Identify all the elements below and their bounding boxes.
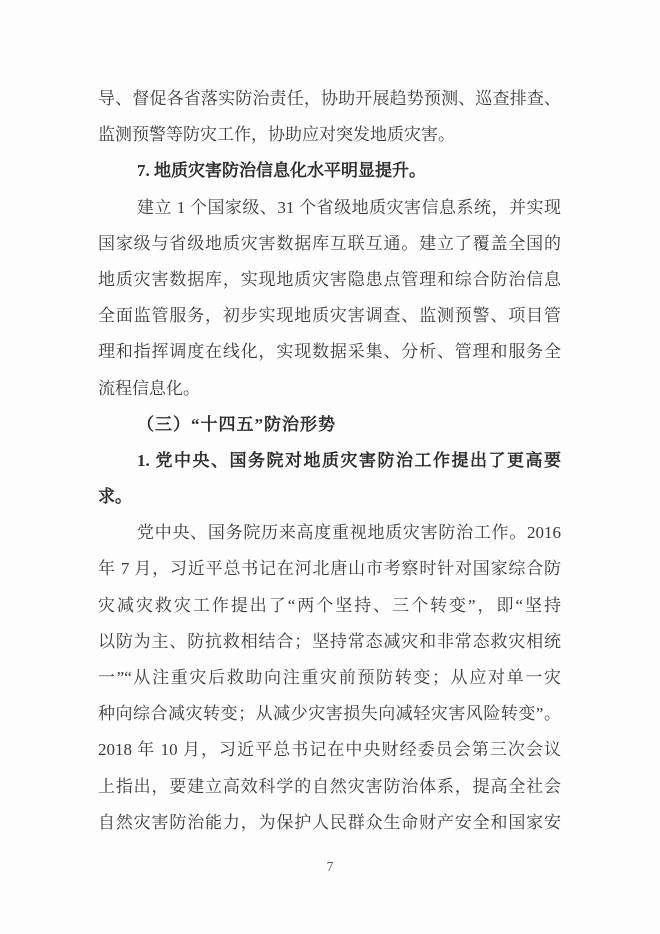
- page-number: 7: [326, 859, 334, 874]
- text-line: 全面监管服务，初步实现地质灾害调查、监测预警、项目管: [98, 306, 561, 326]
- text-line: 地质灾害数据库，实现地质灾害隐患点管理和综合防治信息: [98, 269, 561, 289]
- text-line: 7. 地质灾害防治信息化水平明显提升。: [137, 161, 426, 181]
- text-line: 灾减灾救灾工作提出了“两个坚持、三个转变”，即“坚持: [98, 595, 561, 615]
- text-line: 种向综合减灾转变；从减少灾害损失向减轻灾害风险转变”。: [98, 704, 561, 724]
- text-line: 导、督促各省落实防治责任，协助开展趋势预测、巡查排查、: [98, 89, 561, 108]
- text-line: 求。: [98, 487, 132, 507]
- text-line: 理和指挥调度在线化，实现数据采集、分析、管理和服务全: [98, 342, 561, 362]
- text-line: 以防为主、防抗救相结合；坚持常态减灾和非常态救灾相统: [98, 631, 561, 651]
- text-line: 国家级与省级地质灾害数据库互联互通。建立了覆盖全国的: [98, 233, 561, 253]
- text-line: 流程信息化。: [98, 378, 200, 398]
- text-line: 2018 年 10 月，习近平总书记在中央财经委员会第三次会议: [98, 740, 561, 760]
- text-line: （三）“十四五”防治形势: [137, 414, 336, 434]
- text-line: 党中央、国务院历来高度重视地质灾害防治工作。2016: [137, 523, 561, 543]
- document-body: [98, 81, 561, 841]
- text-line: 上指出，要建立高效科学的自然灾害防治体系，提高全社会: [98, 776, 561, 796]
- text-line: 自然灾害防治能力，为保护人民群众生命财产安全和国家安: [98, 812, 561, 832]
- text-line: 年 7 月，习近平总书记在河北唐山市考察时针对国家综合防: [98, 559, 561, 579]
- text-line: 建立 1 个国家级、31 个省级地质灾害信息系统，并实现: [137, 197, 561, 217]
- text-line: 1. 党中央、国务院对地质灾害防治工作提出了更高要: [137, 450, 561, 470]
- text-line: 监测预警等防灾工作，协助应对突发地质灾害。: [98, 125, 455, 145]
- text-line: 一”“从注重灾后救助向注重灾前预防转变；从应对单一灾: [98, 668, 561, 687]
